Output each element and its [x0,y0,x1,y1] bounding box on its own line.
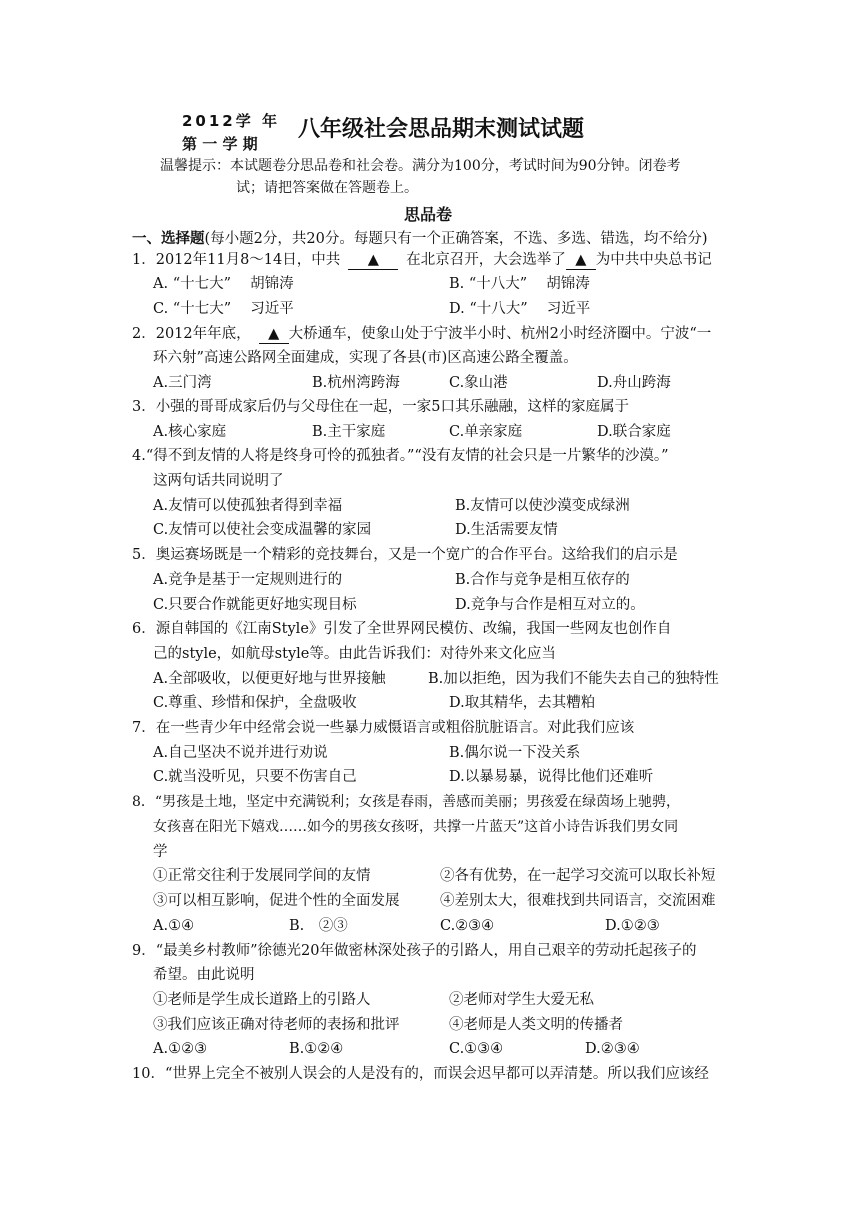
q4-option-c: C.友情可以使社会变成温馨的家园 [153,522,372,538]
q6-option-c: C.尊重、珍惜和保护，全盘吸收 [153,695,357,711]
q7-option-d: D.以暴易暴，说得比他们还难听 [449,769,654,785]
header-year: 2012学 年 [182,112,280,130]
header-term: 第 一 学 期 [182,135,258,153]
q3-option-d: D.联合家庭 [597,424,671,440]
q8-item-3: ③可以相互影响，促进个性的全面发展 [153,893,400,909]
q5-option-d: D.竞争与合作是相互对立的。 [455,597,645,613]
q1-text-c: 为中共中央总书记 [595,252,712,268]
q4-stem-2: 这两句话共同说明了 [153,473,284,489]
q9-item-4: ④老师是人类文明的传播者 [449,1017,623,1033]
q8-option-b: B. ②③ [289,918,348,934]
part-label: 一、选择题 [132,231,205,247]
q2-stem-2: 环六射”高速公路网全面建成，实现了各县(市)区高速公路全覆盖。 [153,350,578,366]
q2-option-b: B.杭州湾跨海 [312,375,400,391]
tips-line-2: 试；请把答案做在答题卷上。 [236,180,418,196]
q9-option-d: D.②③④ [585,1041,640,1057]
q2-text-a: 2．2012年年底， [132,326,251,342]
q7-option-c: C.就当没听见，只要不伤害自己 [153,769,357,785]
q8-item-1: ①正常交往利于发展同学间的友情 [153,868,371,884]
q5-option-a: A.竞争是基于一定规则进行的 [153,572,343,588]
q9-stem-2: 希望。由此说明 [153,967,255,983]
q1-blank-1: ▲ [348,251,398,270]
q9-item-1: ①老师是学生成长道路上的引路人 [153,992,371,1008]
tips-line-1: 温馨提示：本试题卷分思品卷和社会卷。满分为100分，考试时间为90分钟。闭卷考 [160,158,681,174]
q6-option-b: B.加以拒绝，因为我们不能失去自己的独特性 [428,671,719,687]
q7-stem: 7．在一些青少年中经常会说一些暴力威慑语言或粗俗肮脏语言。对此我们应该 [132,720,635,736]
q2-blank: ▲ [259,325,289,344]
q8-stem-2: 女孩喜在阳光下嬉戏……如今的男孩女孩呀，共撑一片蓝天”这首小诗告诉我们男女同 [153,819,679,835]
q10-stem: 10．“世界上完全不被别人误会的人是没有的，而误会迟早都可以弄清楚。所以我们应该经 [132,1066,709,1082]
part-heading [132,227,708,248]
q9-stem-1: 9．“最美乡村教师”徐德光20年做密林深处孩子的引路人，用自己艰辛的劳动托起孩子的 [132,943,697,959]
q1-blank-2: ▲ [566,251,596,270]
q8-option-d: D.①②③ [605,918,660,934]
q1-option-d: D. “十八大” 习近平 [449,301,591,317]
q9-item-3: ③我们应该正确对待老师的表扬和批评 [153,1017,400,1033]
q3-stem: 3．小强的哥哥成家后仍与父母住在一起，一家5口其乐融融，这样的家庭属于 [132,399,629,415]
q3-option-a: A.核心家庭 [153,424,227,440]
q7-option-a: A.自己坚决不说并进行劝说 [153,745,328,761]
q9-option-c: C.①③④ [449,1041,504,1057]
q2-option-c: C.象山港 [449,375,508,391]
section-title: 思品卷 [404,205,453,224]
q6-stem-2: 己的style，如航母style等。由此告诉我们：对待外来文化应当 [153,646,556,662]
q5-option-c: C.只要合作就能更好地实现目标 [153,597,357,613]
q1-stem [132,251,712,270]
q2-stem-1 [132,325,711,344]
q2-option-a: A.三门湾 [153,375,212,391]
q8-stem-1: 8．“男孩是土地，坚定中充满锐利；女孩是春雨，善感而美丽；男孩爱在绿茵场上驰骋， [132,794,681,810]
q9-option-a: A.①②③ [153,1041,208,1057]
q8-stem-3: 学 [153,844,168,860]
q8-item-2: ②各有优势，在一起学习交流可以取长补短 [440,868,716,884]
exam-title: 八年级社会思品期末测试试题 [298,117,585,142]
q4-option-b: B.友情可以使沙漠变成绿洲 [455,498,630,514]
q2-option-d: D.舟山跨海 [597,375,671,391]
part-rule: (每小题2分，共20分。每题只有一个正确答案，不选、多选、错选，均不给分) [204,231,708,247]
q1-text-a: 1．2012年11月8～14日，中共 [132,252,341,268]
q8-option-c: C.②③④ [440,918,495,934]
q4-option-d: D.生活需要友情 [455,522,558,538]
q2-text-b: 大桥通车，使象山处于宁波半小时、杭州2小时经济圈中。宁波“一 [288,326,712,342]
q4-stem-1: 4.“得不到友情的人将是终身可怜的孤独者。”“没有友情的社会只是一片繁华的沙漠。” [132,448,669,464]
q8-option-a: A.①④ [153,918,195,934]
q6-stem-1: 6．源自韩国的《江南Style》引发了全世界网民模仿、改编，我国一些网友也创作自 [132,621,672,637]
q4-option-a: A.友情可以使孤独者得到幸福 [153,498,343,514]
q7-option-b: B.偶尔说一下没关系 [449,745,581,761]
q1-option-b: B. “十八大” 胡锦涛 [449,276,590,292]
q8-item-4: ④差别太大，很难找到共同语言，交流困难 [440,893,716,909]
q5-stem: 5．奥运赛场既是一个精彩的竞技舞台，又是一个宽广的合作平台。这给我们的启示是 [132,547,678,563]
q3-option-b: B.主干家庭 [312,424,386,440]
q5-option-b: B.合作与竞争是相互依存的 [455,572,630,588]
q1-text-b: 在北京召开，大会选举了 [406,252,566,268]
q9-option-b: B.①②④ [289,1041,344,1057]
q1-option-a: A. “十七大” 胡锦涛 [153,276,294,292]
q6-option-a: A.全部吸收，以便更好地与世界接触 [153,671,386,687]
q3-option-c: C.单亲家庭 [449,424,523,440]
q9-item-2: ②老师对学生大爱无私 [449,992,594,1008]
q6-option-d: D.取其精华，去其糟粕 [449,695,596,711]
q1-option-c: C. “十七大” 习近平 [153,301,294,317]
